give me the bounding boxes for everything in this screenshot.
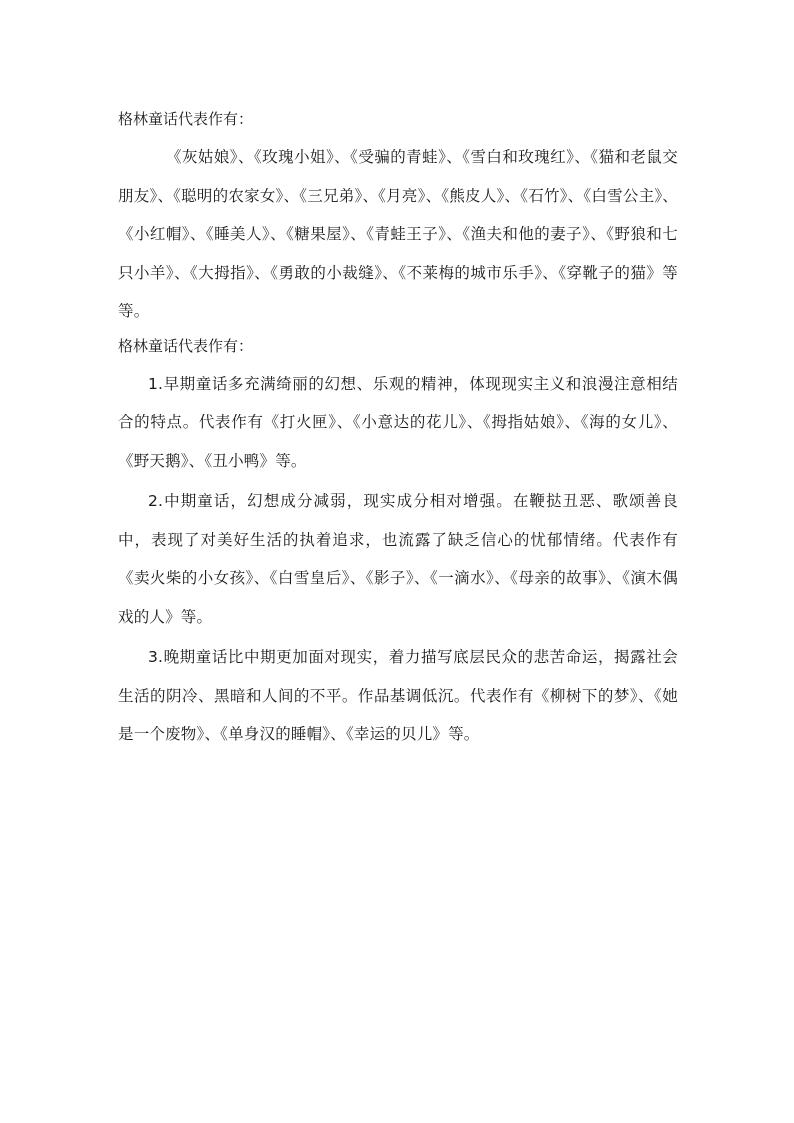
document-body	[118, 104, 678, 754]
middle-period-paragraph: 2.中期童话，幻想成分减弱，现实成分相对增强。在鞭挞丑恶、歌颂善良中，表现了对美好生活的执着追求，也流露了缺乏信心的忧郁情绪。代表作有《卖火柴的小女孩》、《白雪皇后》、《影子》、《一滴水》、《母亲的故事》、《演木偶戏的人》等。	[118, 492, 678, 626]
early-period-paragraph: 1.早期童话多充满绮丽的幻想、乐观的精神，体现现实主义和浪漫注意相结合的特点。代表作有《打火匣》、《小意达的花儿》、《拇指姑娘》、《海的女儿》、《野天鹅》、《丑小鸭》等。	[118, 374, 678, 470]
late-period-paragraph: 3.晚期童话比中期更加面对现实，着力描写底层民众的悲苦命运，揭露社会生活的阴冷、黑暗和人间的不平。作品基调低沉。代表作有《柳树下的梦》、《她是一个废物》、《单身汉的睡帽》、《幸运的贝儿》等。	[118, 648, 678, 743]
section-heading-grimm-works: 格林童话代表作有：	[118, 110, 254, 128]
works-list-paragraph: 《灰姑娘》、《玫瑰小姐》、《受骗的青蛙》、《雪白和玫瑰红》、《猫和老鼠交朋友》、《聪明的农家女》、《三兄弟》、《月亮》、《熊皮人》、《石竹》、《白雪公主》、《小红帽》、《睡美人》、《糖果屋》、《青蛙王子》、《渔夫和他的妻子》、《野狼和七只小羊》、《大拇指》、《勇敢的小裁缝》、《不莱梅的城市乐手》、《穿靴子的猫》等等。	[118, 148, 678, 320]
section-heading-repeat: 格林童话代表作有：	[118, 336, 254, 355]
